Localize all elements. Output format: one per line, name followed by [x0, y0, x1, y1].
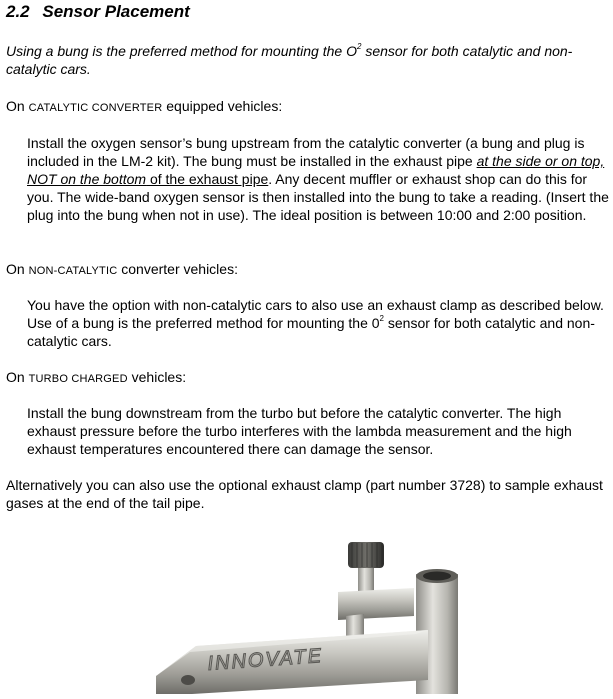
noncatalytic-paragraph	[27, 296, 611, 350]
intro-text: Using a bung is the preferred method for mounting the O	[6, 43, 357, 59]
exhaust-clamp-photo	[130, 530, 530, 699]
o2-superscript: 2	[356, 42, 362, 51]
exhaust-clamp-illustration	[130, 530, 530, 694]
turbo-heading	[6, 368, 186, 388]
o2-superscript: 2	[379, 314, 384, 323]
paragraph-text-end: . Any decent muffler or exhaust shop can do this for you. The wide-band oxygen sensor is then installed into the bung to take a reading. (Insert the plug into the bung when not in use). The ideal position is between 10:00 and 2:00 position.	[27, 171, 609, 223]
paragraph-text: Install the oxygen sensor’s bung upstream from the catalytic converter (a bung and plug is included in the LM-2 kit). The bung must be installed in the exhaust pipe	[27, 135, 585, 169]
emphasis-text: at the side or on top, NOT on the bottom	[27, 153, 605, 187]
alternatively-paragraph: Alternatively you can also use the optional exhaust clamp (part number 3728) to sample exhaust gases at the end of the tail pipe.	[6, 477, 603, 511]
turbo-charged-smallcaps: TURBO CHARGED	[28, 373, 128, 385]
on-text: On	[6, 261, 29, 277]
section-heading	[6, 2, 190, 22]
heading-rest: equipped vehicles:	[162, 98, 283, 114]
noncatalytic-heading	[6, 260, 238, 280]
catalytic-heading	[6, 97, 282, 117]
noncatalytic-smallcaps: NON-CATALYTIC	[28, 265, 118, 277]
paragraph-text-end: sensor for both catalytic and non-catalytic cars.	[27, 315, 595, 349]
innovate-brand-text: INNOVATE	[206, 644, 324, 675]
turbo-paragraph: Install the bung downstream from the turbo but before the catalytic converter. The high exhaust pressure before the turbo interferes with the lambda measurement and the high exhaust temperatures encountered there can damage the sensor.	[27, 405, 572, 457]
section-title: Sensor Placement	[42, 2, 190, 21]
intro-text-end: sensor for both catalytic and non-catalytic cars.	[6, 43, 573, 77]
on-text: On	[6, 369, 29, 385]
catalytic-paragraph	[27, 134, 611, 224]
section-number: 2.2	[6, 2, 30, 21]
catalytic-converter-smallcaps: CATALYTIC CONVERTER	[28, 102, 163, 114]
heading-rest: vehicles:	[127, 369, 187, 385]
paragraph-text: You have the option with non-catalytic cars to also use an exhaust clamp as described below. Use of a bung is the preferred method for mounting the 0	[27, 297, 604, 331]
heading-rest: converter vehicles:	[117, 261, 238, 277]
underlined-text: of the exhaust pipe	[146, 171, 269, 187]
intro-paragraph	[6, 42, 606, 78]
on-text: On	[6, 98, 29, 114]
